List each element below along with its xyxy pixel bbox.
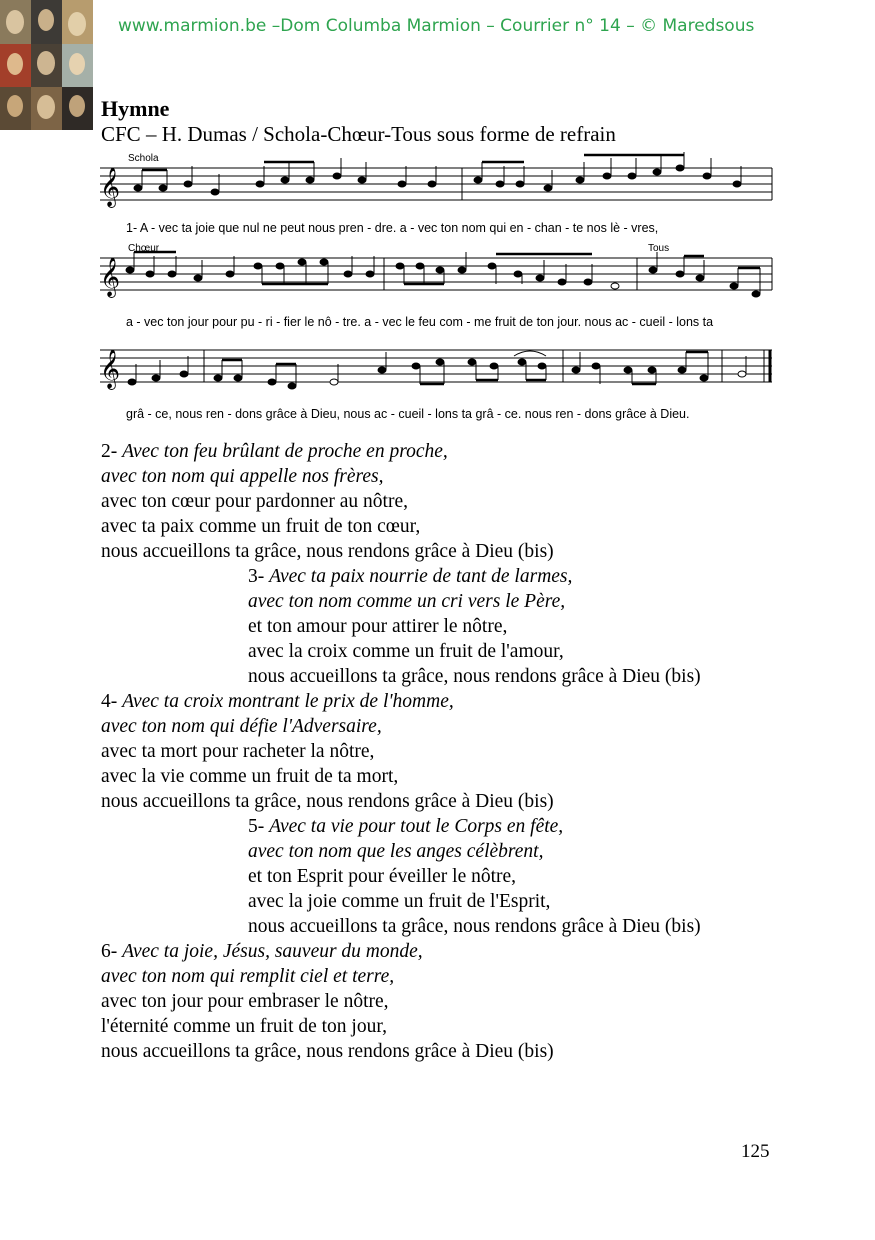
verses-block xyxy=(101,439,701,1064)
hymn-subtitle: CFC – H. Dumas / Schola-Chœur-Tous sous forme de refrain xyxy=(101,122,616,146)
stanza-3 xyxy=(101,564,701,689)
treble-clef-icon: 𝄞 xyxy=(100,349,121,389)
stanza-line xyxy=(248,814,701,839)
stanza-line: avec ton nom comme un cri vers le Père, xyxy=(248,591,566,612)
stanza-line: avec la joie comme un fruit de l'Esprit, xyxy=(248,891,551,912)
stanza-4 xyxy=(101,689,701,814)
header-website-link[interactable]: www.marmion.be –Dom Columba Marmion – Courrier n° 14 – © Maredsous xyxy=(118,16,755,36)
hymn-title: Hymne xyxy=(101,96,170,121)
stanza-line: nous accueillons ta grâce, nous rendons grâce à Dieu (bis) xyxy=(101,1041,554,1062)
stanza-line xyxy=(248,564,701,589)
stanza-line xyxy=(101,939,701,964)
voice-label-tous: Tous xyxy=(648,243,670,254)
staff-system-1 xyxy=(100,152,772,235)
stanza-5 xyxy=(101,814,701,939)
stanza-line: avec ton cœur pour pardonner au nôtre, xyxy=(101,491,409,512)
stanza-line: avec la vie comme un fruit de ta mort, xyxy=(101,766,399,787)
stanza-line xyxy=(101,439,701,464)
stanza-number: 3- xyxy=(248,566,265,587)
stanza-line-text: Avec ton feu brûlant de proche en proche, xyxy=(122,441,448,462)
stanza-number: 6- xyxy=(101,941,118,962)
stanza-2 xyxy=(101,439,701,564)
stanza-line: l'éternité comme un fruit de ton jour, xyxy=(101,1016,387,1037)
stanza-line: avec ton nom qui défie l'Adversaire, xyxy=(101,716,382,737)
stanza-line-text: Avec ta joie, Jésus, sauveur du monde, xyxy=(122,941,423,962)
stanza-line-text: Avec ta paix nourrie de tant de larmes, xyxy=(269,566,573,587)
lyric-line-2: a - vec ton jour pour pu - ri - fier le nô - tre. a - vec le feu com - me fruit de ton jour. nous ac - cueil - lons ta xyxy=(126,315,714,329)
stanza-number: 4- xyxy=(101,691,118,712)
lyric-line-1: 1- A - vec ta joie que nul ne peut nous pren - dre. a - vec ton nom qui en - chan - te nos lè - vres, xyxy=(126,221,659,235)
stanza-line: et ton amour pour attirer le nôtre, xyxy=(248,616,508,637)
treble-clef-icon: 𝄞 xyxy=(100,167,121,207)
lyric-line-3: grâ - ce, nous ren - dons grâce à Dieu, nous ac - cueil - lons ta grâ - ce. nous ren - dons grâce à Dieu. xyxy=(126,407,690,421)
voice-label-choeur: Chœur xyxy=(128,243,160,254)
music-score xyxy=(100,150,775,433)
staff-system-2 xyxy=(100,243,772,329)
stanza-number: 5- xyxy=(248,816,265,837)
staff-system-3 xyxy=(100,349,772,421)
stanza-line xyxy=(101,689,701,714)
stanza-line: nous accueillons ta grâce, nous rendons grâce à Dieu (bis) xyxy=(101,791,554,812)
stanza-line: avec ton nom qui remplit ciel et terre, xyxy=(101,966,395,987)
portrait-collage-image xyxy=(0,0,93,130)
stanza-line: nous accueillons ta grâce, nous rendons grâce à Dieu (bis) xyxy=(101,541,554,562)
stanza-line-text: Avec ta vie pour tout le Corps en fête, xyxy=(269,816,564,837)
voice-label-schola: Schola xyxy=(128,153,159,164)
stanza-6 xyxy=(101,939,701,1064)
stanza-line: avec ton nom qui appelle nos frères, xyxy=(101,466,384,487)
treble-clef-icon: 𝄞 xyxy=(100,257,121,297)
stanza-line: avec ta mort pour racheter la nôtre, xyxy=(101,741,375,762)
stanza-number: 2- xyxy=(101,441,118,462)
page-number: 125 xyxy=(741,1141,770,1162)
stanza-line: et ton Esprit pour éveiller le nôtre, xyxy=(248,866,517,887)
stanza-line: avec ton jour pour embraser le nôtre, xyxy=(101,991,389,1012)
stanza-line: avec la croix comme un fruit de l'amour, xyxy=(248,641,564,662)
stanza-line: nous accueillons ta grâce, nous rendons grâce à Dieu (bis) xyxy=(248,666,701,687)
stanza-line-text: Avec ta croix montrant le prix de l'homme, xyxy=(122,691,454,712)
stanza-line: avec ta paix comme un fruit de ton cœur, xyxy=(101,516,421,537)
stanza-line: nous accueillons ta grâce, nous rendons grâce à Dieu (bis) xyxy=(248,916,701,937)
stanza-line: avec ton nom que les anges célèbrent, xyxy=(248,841,544,862)
